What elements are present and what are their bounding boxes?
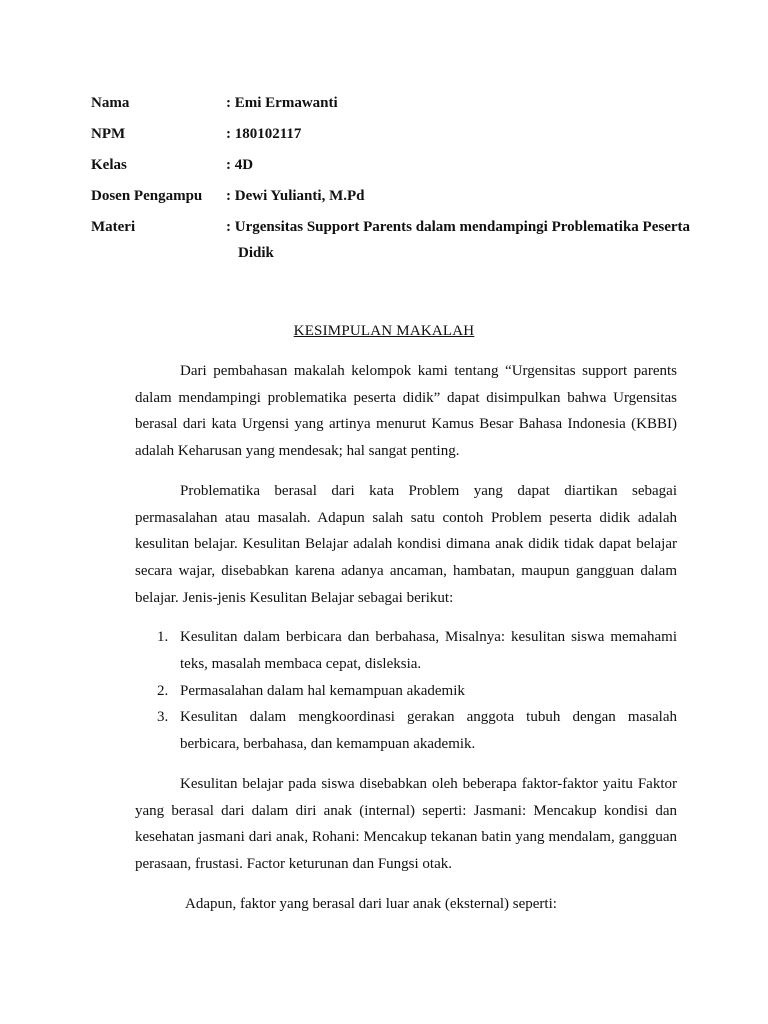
list-item-text: Kesulitan dalam mengkoordinasi gerakan anggota tubuh dengan masalah berbicara, berbahasa, dan kemampuan akademik. (180, 709, 677, 753)
info-label: Materi (91, 219, 136, 235)
info-value: : Emi Ermawanti (226, 95, 338, 111)
info-label: Kelas (91, 157, 127, 173)
paragraph-intro: Dari pembahasan makalah kelompok kami tentang “Urgensitas support parents dalam mendampingi problematika peserta didik” dapat disimpulkan bahwa Urgensitas berasal dari kata Urgensi yang artinya menurut Kamus Besar Bahasa Indonesia (KBBI) adalah Keharusan yang mendesak; hal sangat penting. (135, 363, 677, 460)
info-value: : 4D (226, 157, 254, 173)
info-row-materi (91, 214, 691, 266)
list-item (157, 678, 677, 705)
info-label: NPM (91, 126, 126, 142)
info-row-nama (91, 90, 691, 116)
info-row-kelas (91, 152, 691, 178)
document-body (135, 358, 677, 930)
list-item-text: Kesulitan dalam berbicara dan berbahasa, Misalnya: kesulitan siswa memahami teks, masalah membaca cepat, disleksia. (180, 629, 677, 673)
info-value: : 180102117 (226, 126, 302, 142)
student-info-block (91, 90, 691, 271)
list-item (157, 704, 677, 757)
paragraph-problematika: Problematika berasal dari kata Problem yang dapat diartikan sebagai permasalahan atau masalah. Adapun salah satu contoh Problem peserta didik adalah kesulitan belajar. Kesulitan Belajar adalah kondisi dimana anak didik tidak dapat belajar secara wajar, disebabkan karena adanya ancaman, hambatan, maupun gangguan dalam belajar. Jenis-jenis Kesulitan Belajar sebagai berikut: (135, 482, 677, 606)
info-value: : Dewi Yulianti, M.Pd (226, 188, 365, 204)
info-row-dosen-pengampu (91, 183, 691, 209)
info-label: Dosen Pengampu (91, 188, 203, 204)
info-row-npm (91, 121, 691, 147)
info-value: : Urgensitas Support Parents dalam mendampingi Problematika Peserta Didik (226, 219, 691, 261)
list-item-number: 3. (157, 709, 169, 726)
list-item-number: 2. (157, 682, 169, 699)
info-label: Nama (91, 95, 130, 111)
list-item-text: Permasalahan dalam hal kemampuan akademik (180, 682, 465, 699)
list-item-number: 1. (157, 629, 169, 646)
document-title (0, 320, 768, 342)
document-title-text: KESIMPULAN MAKALAH (293, 323, 475, 339)
paragraph-internal-factors: Kesulitan belajar pada siswa disebabkan oleh beberapa faktor-faktor yaitu Faktor yang berasal dari dalam diri anak (internal) seperti: Jasmani: Mencakup kondisi dan kesehatan jasmani dari anak, Rohani: Mencakup tekanan batin yang mendalam, gangguan perasaan, frustasi. Factor keturunan dan Fungsi otak. (135, 775, 677, 872)
paragraph-external-factors: Adapun, faktor yang berasal dari luar anak (eksternal) seperti: (185, 895, 557, 912)
list-item (157, 624, 677, 677)
learning-difficulty-list (135, 624, 677, 758)
